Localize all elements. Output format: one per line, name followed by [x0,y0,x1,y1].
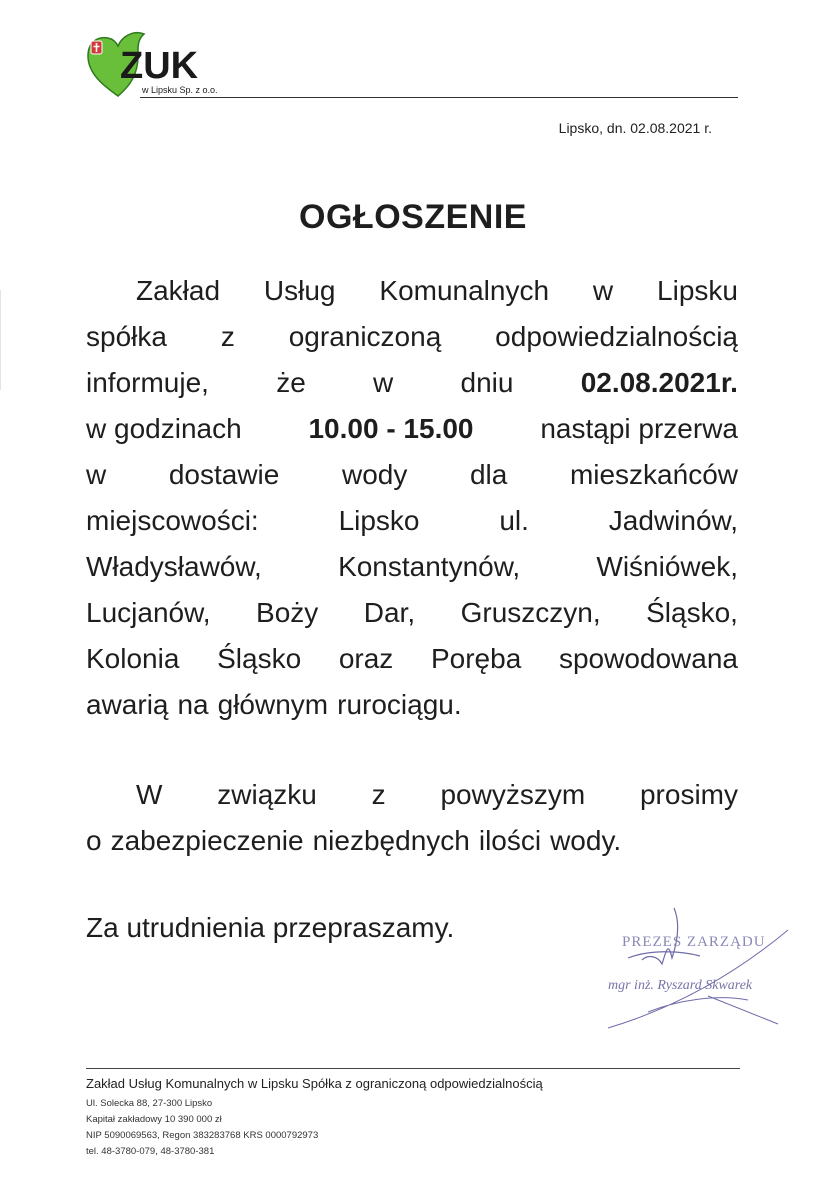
text-line: Kolonia Śląsko oraz Poręba spowodowana [86,643,738,674]
text-line: W związku z powyższym prosimy [136,779,738,810]
header-divider [140,97,738,98]
signature-icon [588,900,808,1040]
closing-apology: Za utrudnienia przepraszamy. [86,912,455,943]
footer-company-name: Zakład Usług Komunalnych w Lipsku Spółka z ograniczoną odpowiedzialnością [86,1076,543,1091]
text-line: Zakład Usług Komunalnych w Lipsku [136,275,738,306]
footer-address: Ul. Solecka 88, 27-300 Lipsko [86,1098,213,1109]
document-title: OGŁOSZENIE [299,198,527,236]
logo-brand: ZUK [120,45,199,87]
logo-subtitle: w Lipsku Sp. z o.o. [142,85,218,95]
scan-edge-mark [0,290,1,390]
stamp-title: PREZES ZARZĄDU [622,934,766,950]
footer-phone: tel. 48-3780-079, 48-3780-381 [86,1146,215,1157]
footer-capital: Kapitał zakładowy 10 390 000 zł [86,1114,222,1125]
text-line: w godzinach 10.00 - 15.00 nastąpi przerwa [86,406,738,452]
company-logo [82,28,242,100]
outage-date: 02.08.2021r. [580,367,738,398]
text-line: Władysławów, Konstantynów, Wiśniówek, [86,551,738,582]
document-date: Lipsko, dn. 02.08.2021 r. [558,120,712,136]
text-line: w dostawie wody dla mieszkańców [86,459,738,490]
announcement-paragraph-2 [86,772,738,864]
footer-divider [86,1068,740,1069]
footer-registry: NIP 5090069563, Regon 383283768 KRS 0000792973 [86,1130,319,1141]
text-line: miejscowości: Lipsko ul. Jadwinów, [86,505,738,536]
outage-hours: 10.00 - 15.00 [308,413,474,444]
stamp-name: mgr inż. Ryszard Skwarek [608,978,753,993]
text-line: Lucjanów, Boży Dar, Gruszczyn, Śląsko, [86,597,738,628]
text-line: awarią na głównym rurociągu. [86,689,462,720]
text-line: spółka z ograniczoną odpowiedzialnością [86,321,738,352]
text-line: informuje, że w dniu 02.08.2021r. [86,360,738,406]
coat-of-arms-icon [91,41,102,54]
announcement-paragraph-1 [86,268,738,728]
text-line: o zabezpieczenie niezbędnych ilości wody. [86,825,622,856]
